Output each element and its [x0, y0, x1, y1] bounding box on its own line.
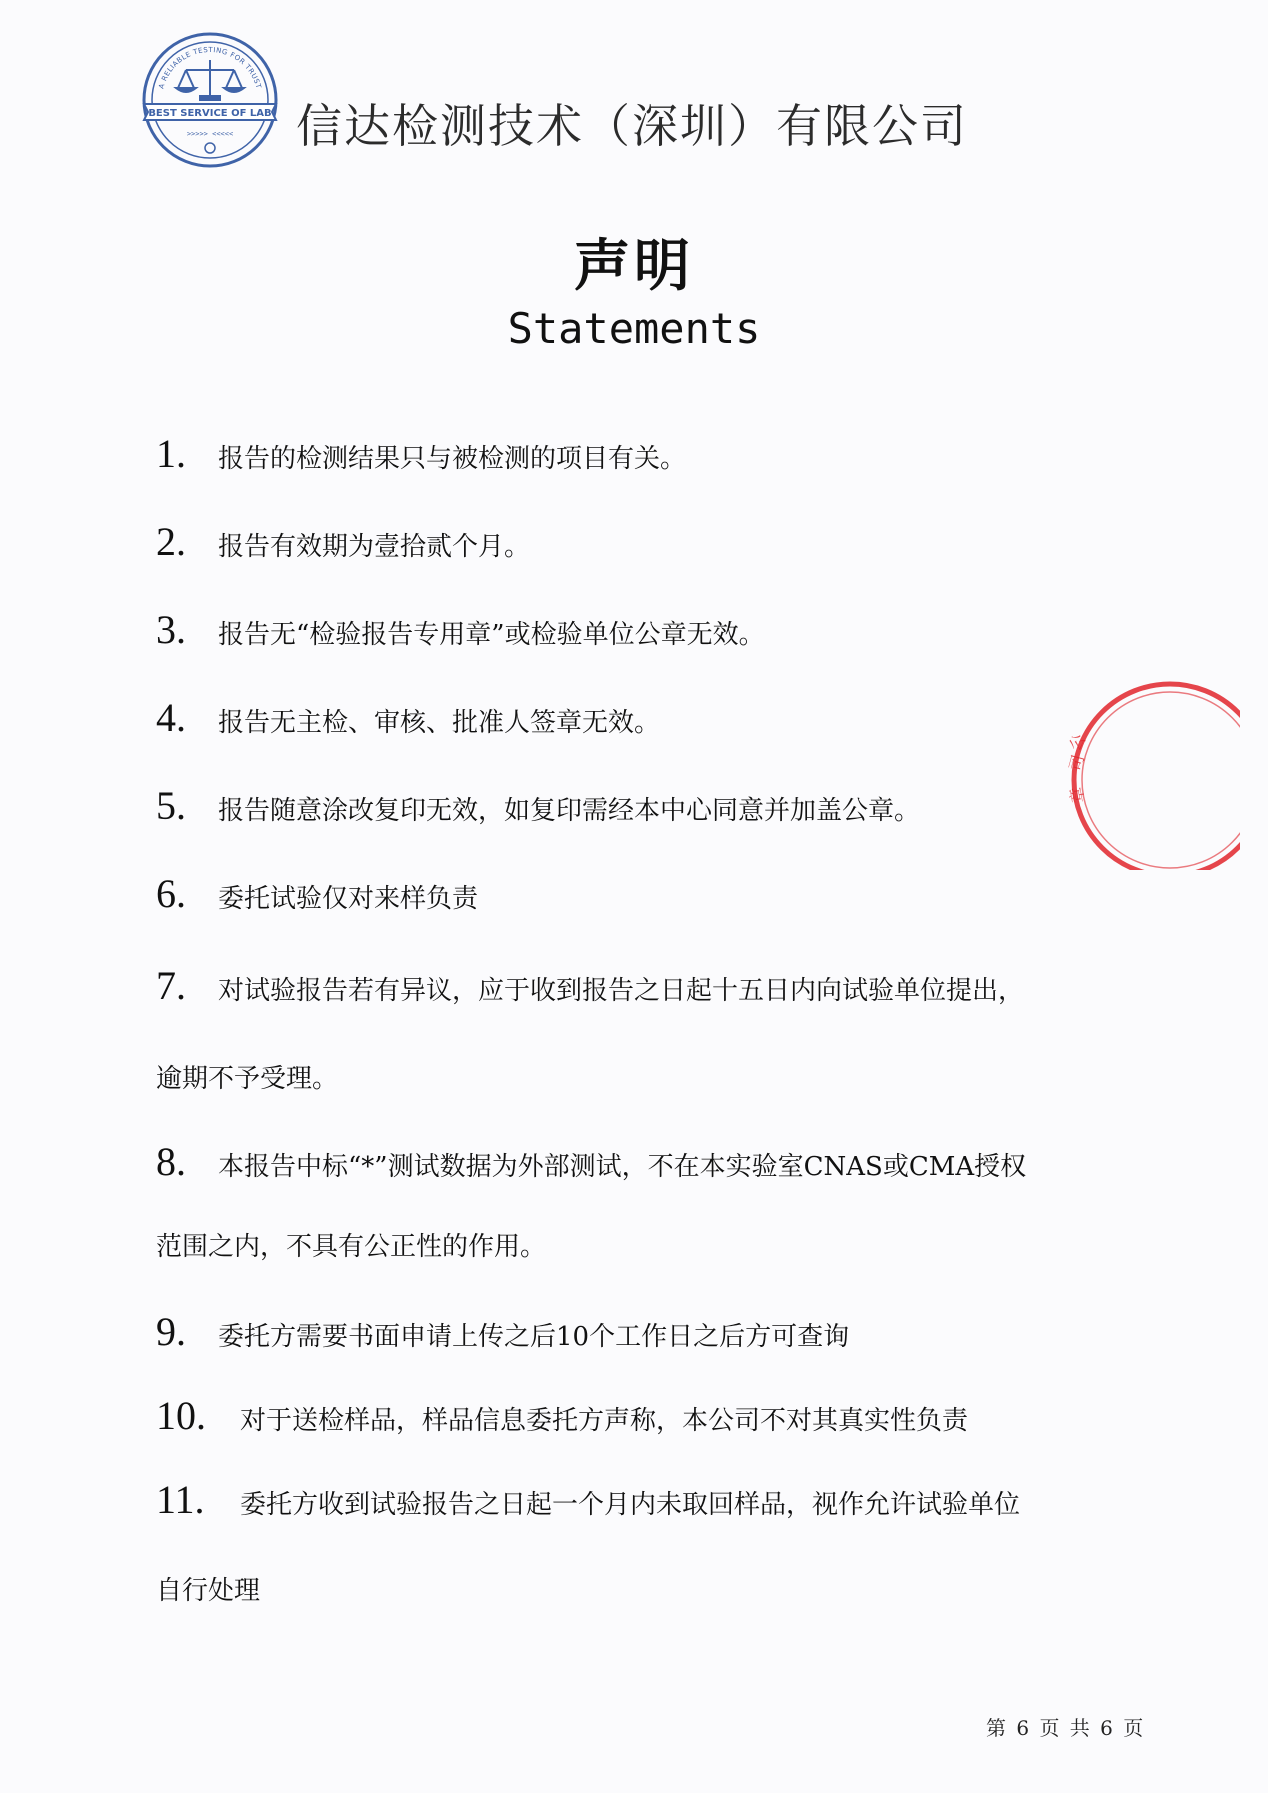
page-number: 第 6 页 共 6 页 [986, 1716, 1146, 1740]
list-item [156, 1138, 1026, 1185]
item-number: 4. [156, 695, 186, 740]
list-item [156, 1476, 1020, 1523]
item-text: 报告无主检、审核、批准人签章无效。 [218, 708, 661, 738]
item-number: 3. [156, 607, 186, 652]
svg-text:公: 公 [1065, 730, 1090, 754]
item-number: 5. [156, 783, 186, 828]
item-number: 7. [156, 963, 186, 1008]
svg-text:章: 章 [1066, 785, 1088, 805]
logo-bottom-text: >>>>> <<<<< [186, 130, 234, 138]
company-name: 信达检测技术（深圳）有限公司 [296, 99, 968, 153]
item-number: 1. [156, 431, 186, 476]
item-number: 10. [156, 1393, 206, 1438]
page-subtitle: Statements [507, 304, 761, 353]
item-text-continuation: 逾期不予受理。 [156, 1064, 339, 1094]
svg-text:司: 司 [1065, 752, 1089, 774]
item-text: 报告有效期为壹拾贰个月。 [218, 532, 531, 562]
list-item [156, 962, 1024, 1009]
item-text-continuation: 自行处理 [156, 1576, 261, 1606]
item-number: 6. [156, 871, 186, 916]
item-text: 对试验报告若有异议，应于收到报告之日起十五日内向试验单位提出， [218, 976, 1025, 1006]
item-text: 报告随意涂改复印无效，如复印需经本中心同意并加盖公章。 [218, 796, 921, 826]
scales-icon [176, 60, 244, 100]
item-text: 委托方需要书面申请上传之后10个工作日之后方可查询 [218, 1322, 850, 1352]
item-text: 本报告中标“*”测试数据为外部测试，不在本实验室CNAS或CMA授权 [218, 1152, 1027, 1182]
item-text: 报告的检测结果只与被检测的项目有关。 [218, 444, 687, 474]
item-text-continuation: 范围之内，不具有公正性的作用。 [156, 1232, 547, 1262]
list-item [156, 870, 478, 917]
list-item [156, 694, 660, 741]
list-item [156, 782, 920, 829]
item-number: 2. [156, 519, 186, 564]
company-logo [140, 30, 280, 170]
list-item [156, 1392, 968, 1439]
item-text: 委托试验仅对来样负责 [218, 884, 479, 914]
list-item [156, 430, 686, 477]
page-title: 声明 [574, 233, 694, 299]
item-text: 委托方收到试验报告之日起一个月内未取回样品，视作允许试验单位 [240, 1490, 1021, 1520]
list-item [156, 606, 765, 653]
item-text: 报告无“检验报告专用章”或检验单位公章无效。 [218, 620, 765, 650]
item-text: 对于送检样品，样品信息委托方声称，本公司不对其真实性负责 [240, 1406, 969, 1436]
item-number: 8. [156, 1139, 186, 1184]
logo-top-text: A RELIABLE TESTING FOR TRUST [157, 45, 263, 90]
logo-banner-text: BEST SERVICE OF LAB [148, 108, 272, 119]
list-item [156, 1308, 849, 1355]
company-seal-stamp [1040, 670, 1240, 870]
list-item [156, 518, 530, 565]
item-number: 11. [156, 1477, 205, 1522]
item-number: 9. [156, 1309, 186, 1354]
